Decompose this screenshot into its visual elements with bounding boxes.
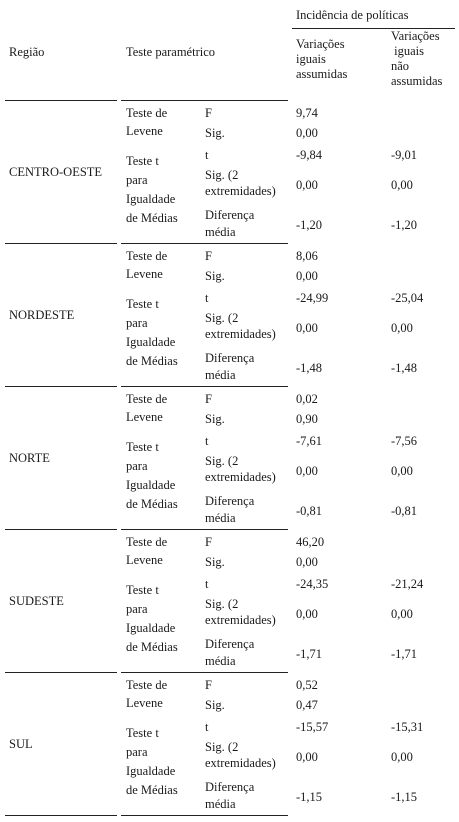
region-separator bbox=[5, 815, 117, 816]
stat-label-diff: Diferença bbox=[205, 637, 255, 651]
region-separator bbox=[121, 815, 288, 816]
stat-label-sig2: extremidades) bbox=[205, 470, 276, 484]
stat-label-sig: Sig. bbox=[205, 269, 225, 283]
test-t-label: para bbox=[126, 745, 148, 759]
test-levene-label: Levene bbox=[126, 124, 163, 138]
header-col-a-line: assumidas bbox=[296, 67, 348, 81]
stat-label-sig: Sig. bbox=[205, 698, 225, 712]
value-sig: 0,47 bbox=[296, 698, 318, 712]
stat-label-sig2: Sig. (2 bbox=[205, 740, 239, 754]
value-diff-nao-assumidas: -1,71 bbox=[391, 647, 418, 661]
value-diff-assumidas: -1,48 bbox=[296, 361, 323, 375]
header-rule-teste bbox=[121, 100, 288, 101]
value-sig2-assumidas: 0,00 bbox=[296, 607, 318, 621]
value-sig2-nao-assumidas: 0,00 bbox=[391, 178, 413, 192]
value-sig: 0,00 bbox=[296, 269, 318, 283]
header-col-a-line: iguais bbox=[296, 52, 326, 66]
test-t-label: Igualdade bbox=[126, 621, 176, 635]
stat-label-diff: média bbox=[205, 368, 236, 382]
value-sig2-nao-assumidas: 0,00 bbox=[391, 464, 413, 478]
test-t-label: Teste t bbox=[126, 154, 159, 168]
value-t-assumidas: -9,84 bbox=[296, 148, 323, 162]
value-t-nao-assumidas: -9,01 bbox=[391, 148, 418, 162]
stat-label-sig: Sig. bbox=[205, 555, 225, 569]
test-t-label: de Médias bbox=[126, 640, 178, 654]
test-t-label: Teste t bbox=[126, 726, 159, 740]
region-separator bbox=[121, 243, 288, 244]
value-t-assumidas: -15,57 bbox=[296, 720, 329, 734]
value-diff-assumidas: -1,20 bbox=[296, 218, 323, 232]
value-f: 46,20 bbox=[296, 535, 325, 549]
region-separator bbox=[5, 672, 117, 673]
stat-label-diff: Diferença bbox=[205, 351, 255, 365]
stat-label-f: F bbox=[205, 678, 212, 692]
value-diff-assumidas: -1,71 bbox=[296, 647, 323, 661]
test-levene-label: Levene bbox=[126, 696, 163, 710]
region-separator bbox=[121, 529, 288, 530]
test-t-label: Teste t bbox=[126, 440, 159, 454]
stat-label-f: F bbox=[205, 535, 212, 549]
test-t-label: Teste t bbox=[126, 297, 159, 311]
header-regiao: Região bbox=[9, 45, 45, 59]
test-levene-label: Teste de bbox=[126, 106, 168, 120]
value-f: 8,06 bbox=[296, 249, 318, 263]
stat-label-t: t bbox=[205, 577, 209, 591]
region-separator bbox=[5, 529, 117, 530]
stat-label-sig2: Sig. (2 bbox=[205, 311, 239, 325]
stat-label-sig: Sig. bbox=[205, 126, 225, 140]
header-col-a-line: Variações bbox=[296, 37, 345, 51]
value-diff-nao-assumidas: -1,20 bbox=[391, 218, 418, 232]
value-f: 0,02 bbox=[296, 392, 318, 406]
stat-label-sig2: extremidades) bbox=[205, 327, 276, 341]
value-t-assumidas: -7,61 bbox=[296, 434, 323, 448]
test-levene-label: Teste de bbox=[126, 535, 168, 549]
stat-label-t: t bbox=[205, 434, 209, 448]
region-separator bbox=[121, 386, 288, 387]
value-t-nao-assumidas: -15,31 bbox=[391, 720, 424, 734]
value-diff-nao-assumidas: -1,15 bbox=[391, 790, 418, 804]
region-name: SUDESTE bbox=[9, 594, 64, 608]
test-t-label: de Médias bbox=[126, 354, 178, 368]
stat-label-sig2: extremidades) bbox=[205, 613, 276, 627]
header-rule-regiao bbox=[5, 100, 117, 101]
test-levene-label: Levene bbox=[126, 267, 163, 281]
stat-label-diff: média bbox=[205, 511, 236, 525]
value-sig2-nao-assumidas: 0,00 bbox=[391, 321, 413, 335]
header-col-b-line: Variações bbox=[391, 29, 440, 43]
value-sig2-assumidas: 0,00 bbox=[296, 321, 318, 335]
value-t-nao-assumidas: -21,24 bbox=[391, 577, 424, 591]
value-t-assumidas: -24,35 bbox=[296, 577, 329, 591]
region-separator bbox=[121, 672, 288, 673]
stat-label-sig2: Sig. (2 bbox=[205, 454, 239, 468]
stat-label-f: F bbox=[205, 249, 212, 263]
value-sig2-assumidas: 0,00 bbox=[296, 750, 318, 764]
stat-label-diff: média bbox=[205, 797, 236, 811]
value-t-assumidas: -24,99 bbox=[296, 291, 329, 305]
stat-label-diff: Diferença bbox=[205, 494, 255, 508]
stat-label-sig2: Sig. (2 bbox=[205, 597, 239, 611]
value-t-nao-assumidas: -7,56 bbox=[391, 434, 418, 448]
region-separator bbox=[5, 243, 117, 244]
test-levene-label: Teste de bbox=[126, 392, 168, 406]
test-t-label: Igualdade bbox=[126, 192, 176, 206]
value-diff-nao-assumidas: -1,48 bbox=[391, 361, 418, 375]
stat-label-sig2: extremidades) bbox=[205, 756, 276, 770]
header-teste-parametrico: Teste paramétrico bbox=[126, 45, 216, 59]
stat-label-sig: Sig. bbox=[205, 412, 225, 426]
test-t-label: de Médias bbox=[126, 211, 178, 225]
stat-label-diff: média bbox=[205, 225, 236, 239]
region-name: NORTE bbox=[9, 451, 50, 465]
value-f: 0,52 bbox=[296, 678, 318, 692]
stat-label-t: t bbox=[205, 291, 209, 305]
header-col-b-line: iguais bbox=[391, 44, 424, 58]
test-t-label: de Médias bbox=[126, 497, 178, 511]
stat-label-f: F bbox=[205, 392, 212, 406]
region-name: NORDESTE bbox=[9, 308, 75, 322]
test-levene-label: Levene bbox=[126, 410, 163, 424]
test-t-label: Igualdade bbox=[126, 478, 176, 492]
test-t-label: de Médias bbox=[126, 783, 178, 797]
test-t-label: Teste t bbox=[126, 583, 159, 597]
region-separator bbox=[5, 386, 117, 387]
test-t-label: Igualdade bbox=[126, 335, 176, 349]
value-sig2-nao-assumidas: 0,00 bbox=[391, 750, 413, 764]
stat-label-t: t bbox=[205, 148, 209, 162]
value-sig: 0,00 bbox=[296, 126, 318, 140]
stat-label-t: t bbox=[205, 720, 209, 734]
test-levene-label: Levene bbox=[126, 553, 163, 567]
region-name: SUL bbox=[9, 737, 33, 751]
value-t-nao-assumidas: -25,04 bbox=[391, 291, 424, 305]
stat-label-sig2: Sig. (2 bbox=[205, 168, 239, 182]
header-col-b-line: não bbox=[391, 59, 410, 73]
value-diff-assumidas: -1,15 bbox=[296, 790, 323, 804]
value-diff-nao-assumidas: -0,81 bbox=[391, 504, 418, 518]
stat-label-diff: Diferença bbox=[205, 780, 255, 794]
test-levene-label: Teste de bbox=[126, 249, 168, 263]
test-t-label: Igualdade bbox=[126, 764, 176, 778]
test-t-label: para bbox=[126, 173, 148, 187]
value-sig: 0,00 bbox=[296, 555, 318, 569]
value-sig2-assumidas: 0,00 bbox=[296, 178, 318, 192]
header-col-b-line: assumidas bbox=[391, 74, 443, 88]
test-t-label: para bbox=[126, 459, 148, 473]
stat-label-sig2: extremidades) bbox=[205, 184, 276, 198]
test-t-label: para bbox=[126, 316, 148, 330]
test-t-label: para bbox=[126, 602, 148, 616]
value-sig: 0,90 bbox=[296, 412, 318, 426]
value-sig2-assumidas: 0,00 bbox=[296, 464, 318, 478]
region-name: CENTRO-OESTE bbox=[9, 165, 103, 179]
value-sig2-nao-assumidas: 0,00 bbox=[391, 607, 413, 621]
stat-label-f: F bbox=[205, 106, 212, 120]
test-levene-label: Teste de bbox=[126, 678, 168, 692]
value-f: 9,74 bbox=[296, 106, 318, 120]
value-diff-assumidas: -0,81 bbox=[296, 504, 323, 518]
stat-label-diff: Diferença bbox=[205, 208, 255, 222]
header-incidencia: Incidência de políticas bbox=[296, 8, 409, 22]
stat-label-diff: média bbox=[205, 654, 236, 668]
